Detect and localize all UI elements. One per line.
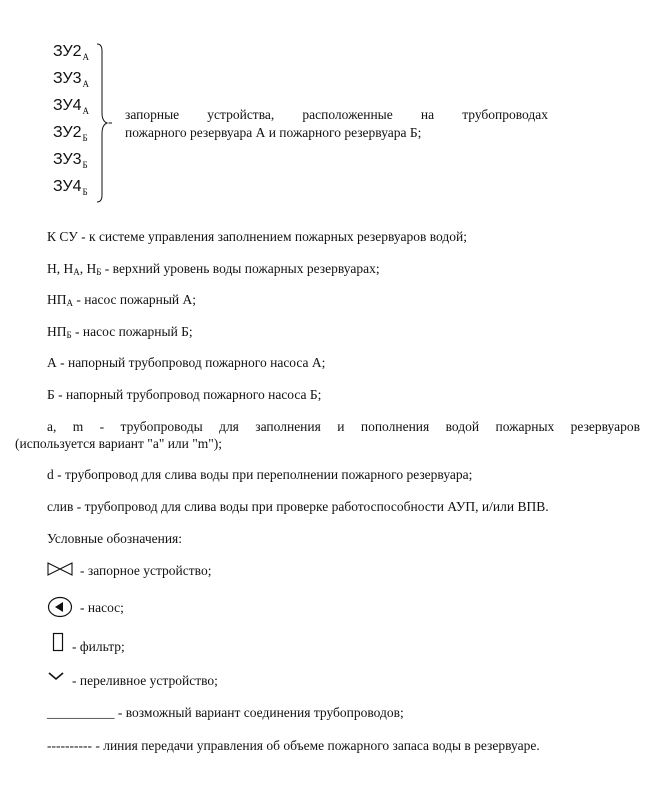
legend-title: Условные обозначения:: [47, 531, 183, 546]
npa-definition: $НП_А$ - насос пожарный А;: [47, 292, 197, 308]
legend-filter-text: - фильтр;: [72, 639, 125, 654]
d-definition: d - трубопровод для слива воды при переполнении пожарного резервуара;: [47, 467, 473, 482]
legend-control-line: ---------- - линия передачи управления об объеме пожарного запаса воды в резервуаре.: [47, 738, 540, 753]
filter-icon: [52, 632, 64, 652]
right-brace: [96, 43, 108, 203]
zu-item-1: $ЗУ2_А$: [53, 43, 90, 62]
zu-item-2: $ЗУ3_А$: [53, 70, 90, 89]
zu-item-6: $ЗУ4_Б$: [53, 178, 88, 197]
su-definition: К СУ - к системе управления заполнением пожарных резервуаров водой;: [47, 229, 467, 244]
solid-line-symbol: __________: [47, 705, 115, 720]
zu-item-3: $ЗУ4_А$: [53, 97, 90, 116]
legend-pump-text: - насос;: [80, 600, 124, 615]
dashed-line-symbol: ----------: [47, 738, 92, 753]
pump-icon: [47, 596, 73, 618]
valve-icon: [47, 562, 73, 576]
overflow-icon: [47, 671, 65, 681]
legend-pipe-variant: __________ - возможный вариант соединения трубопроводов;: [47, 705, 404, 720]
am-definition-line-2: (используется вариант "а" или "m");: [15, 436, 223, 451]
zu-item-4: $ЗУ2_Б$: [53, 124, 88, 143]
h-definition: Н, $Н_А$, $Н_Б$ - верхний уровень воды пожарных резервуарах;: [47, 261, 380, 277]
zu-dash: -: [108, 114, 113, 129]
legend-overflow-text: - переливное устройство;: [72, 673, 218, 688]
b-definition: Б - напорный трубопровод пожарного насоса Б;: [47, 387, 322, 402]
legend-valve-text: - запорное устройство;: [80, 563, 212, 578]
zu-description-line-2: пожарного резервуара А и пожарного резервуара Б;: [125, 125, 422, 140]
npb-definition: $НП_Б$ - насос пожарный Б;: [47, 324, 193, 340]
sliv-definition: слив - трубопровод для слива воды при проверке работоспособности АУП, и/или ВПВ.: [47, 499, 549, 514]
zu-description-line-1: запорные устройства, расположенные на трубопроводах: [125, 107, 548, 122]
am-definition-line-1: а, m - трубопроводы для заполнения и пополнения водой пожарных резервуаров: [47, 419, 640, 434]
zu-item-5: $ЗУ3_Б$: [53, 151, 88, 170]
a-definition: А - напорный трубопровод пожарного насоса А;: [47, 355, 326, 370]
